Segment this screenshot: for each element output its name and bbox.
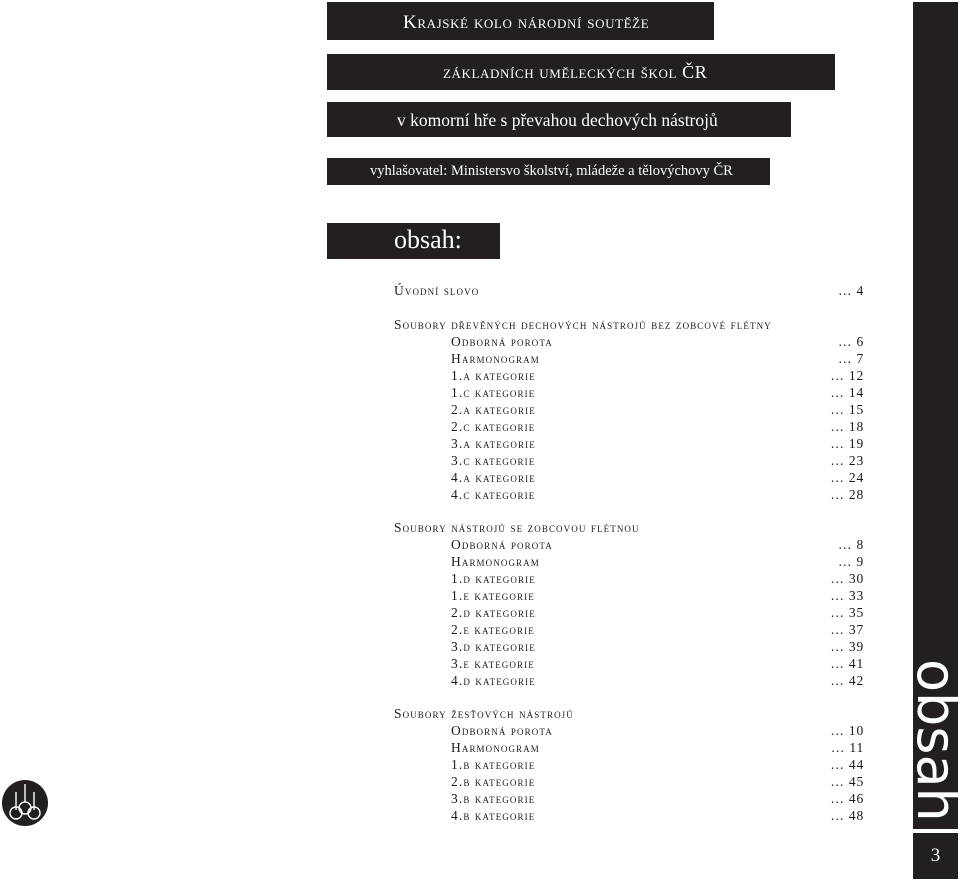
- toc-item[interactable]: 1.e kategorie: [451, 588, 535, 603]
- toc-item-page: … 23: [830, 453, 864, 468]
- toc-item[interactable]: 4.b kategorie: [451, 808, 536, 823]
- toc-item-page: … 8: [837, 537, 864, 552]
- toc-item-page: … 44: [830, 757, 864, 772]
- toc-item[interactable]: 3.a kategorie: [451, 436, 536, 451]
- header-title-line-1: Krajské kolo národní soutěže: [327, 2, 714, 40]
- toc-item[interactable]: 1.d kategorie: [451, 571, 536, 586]
- toc-item-page: … 15: [830, 402, 864, 417]
- toc-item[interactable]: 1.c kategorie: [451, 385, 536, 400]
- toc-item[interactable]: Odborná porota: [451, 537, 553, 552]
- toc-item[interactable]: 3.e kategorie: [451, 656, 535, 671]
- toc-item-page: … 46: [830, 791, 864, 806]
- toc-item-page: … 37: [830, 622, 864, 637]
- toc-item-page: … 9: [837, 554, 864, 569]
- toc-item[interactable]: Harmonogram: [451, 351, 540, 366]
- toc-item[interactable]: 1.b kategorie: [451, 757, 536, 772]
- toc-item[interactable]: 4.a kategorie: [451, 470, 536, 485]
- toc-intro-page: … 4: [837, 283, 864, 298]
- side-tab-label: obsah: [905, 659, 968, 822]
- toc-item[interactable]: Harmonogram: [451, 554, 540, 569]
- toc-item[interactable]: 2.e kategorie: [451, 622, 535, 637]
- toc-item-page: … 33: [830, 588, 864, 603]
- toc-item-page: … 10: [830, 723, 864, 738]
- toc-item-page: … 41: [830, 656, 864, 671]
- toc-item-page: … 39: [830, 639, 864, 654]
- header-organizer: vyhlašovatel: Ministersvo školství, mládeže a tělovýchovy ČR: [327, 158, 770, 185]
- toc-item-page: … 18: [830, 419, 864, 434]
- toc-section-title[interactable]: Soubory dřevěných dechových nástrojů bez zobcové flétny: [394, 317, 772, 332]
- toc-item-page: … 28: [830, 487, 864, 502]
- toc-item-page: … 11: [830, 740, 864, 755]
- toc-item[interactable]: 3.d kategorie: [451, 639, 536, 654]
- toc-section-title[interactable]: Soubory žesťových nástrojů: [394, 706, 574, 721]
- toc-item-page: … 42: [830, 673, 864, 688]
- toc-item[interactable]: 4.c kategorie: [451, 487, 536, 502]
- toc-item[interactable]: 2.a kategorie: [451, 402, 536, 417]
- toc-item-page: … 12: [830, 368, 864, 383]
- toc-section-title[interactable]: Soubory nástrojů se zobcovou flétnou: [394, 520, 640, 535]
- toc-item-page: … 48: [830, 808, 864, 823]
- page-number: 3: [913, 833, 958, 879]
- toc-title: obsah:: [327, 223, 500, 259]
- toc-item-page: … 7: [837, 351, 864, 366]
- toc-intro-label[interactable]: Úvodní slovo: [394, 283, 480, 298]
- toc-item[interactable]: Odborná porota: [451, 334, 553, 349]
- toc-item-page: … 14: [830, 385, 864, 400]
- toc-item-page: … 24: [830, 470, 864, 485]
- toc-item[interactable]: 3.b kategorie: [451, 791, 536, 806]
- header-title-line-2: základních uměleckých škol ČR: [327, 54, 835, 90]
- toc-item[interactable]: 2.b kategorie: [451, 774, 536, 789]
- toc-item-page: … 45: [830, 774, 864, 789]
- toc-item[interactable]: Odborná porota: [451, 723, 553, 738]
- toc-item[interactable]: 2.c kategorie: [451, 419, 536, 434]
- toc-item-page: … 30: [830, 571, 864, 586]
- header-subtitle: v komorní hře s převahou dechových nástrojů: [327, 102, 791, 137]
- toc-item[interactable]: 3.c kategorie: [451, 453, 536, 468]
- toc-item[interactable]: Harmonogram: [451, 740, 540, 755]
- toc-item-page: … 19: [830, 436, 864, 451]
- toc-item[interactable]: 2.d kategorie: [451, 605, 536, 620]
- toc-item[interactable]: 1.a kategorie: [451, 368, 536, 383]
- toc-item-page: … 35: [830, 605, 864, 620]
- toc-item-page: … 6: [837, 334, 864, 349]
- toc-item[interactable]: 4.d kategorie: [451, 673, 536, 688]
